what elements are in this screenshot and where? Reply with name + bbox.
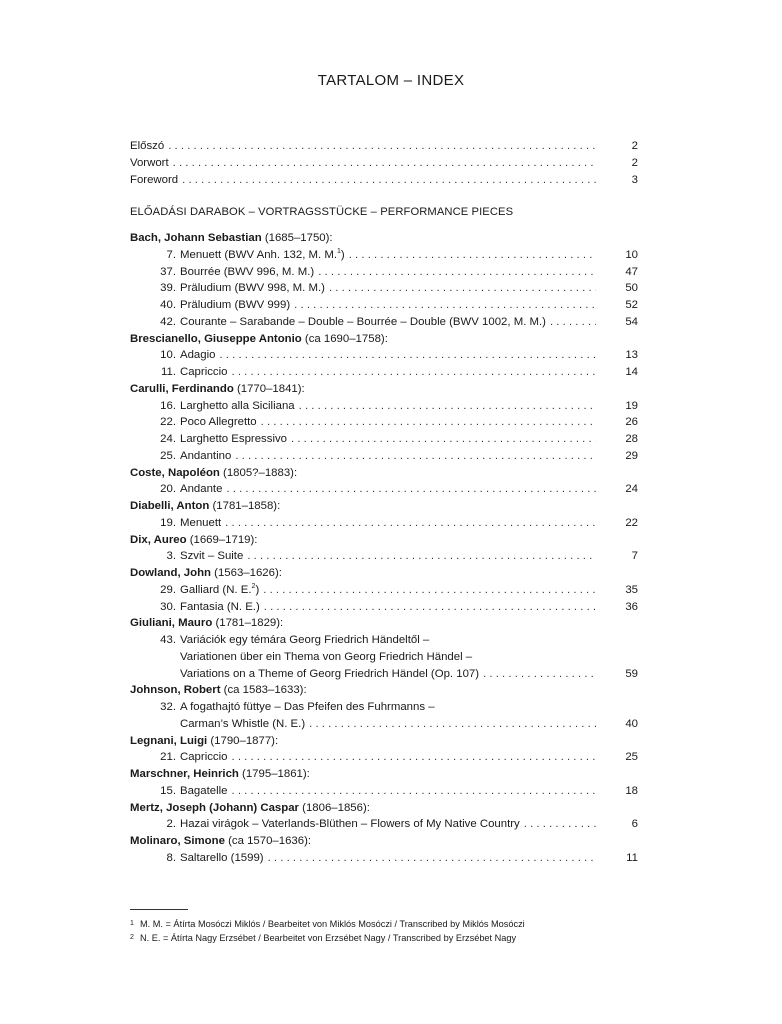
page-number: 28 [625,433,638,445]
composer-name: Bach, Johann Sebastian [130,232,262,244]
piece-title [180,297,290,313]
leader-dots [264,599,596,615]
leader-dots [168,138,596,154]
leader-dots [318,264,596,280]
piece-title [180,599,260,615]
piece-title-text: Szvit – Suite [180,550,244,563]
composer-dates: (1805?–1883): [219,466,298,479]
leader-dots [309,716,596,732]
toc-entry [130,280,638,296]
page-number: 19 [625,399,638,412]
toc-entry [130,783,638,799]
toc-entry [130,347,638,363]
page-number: 11 [626,851,638,864]
toc-entry [130,297,638,313]
piece-number: 8. [166,851,176,864]
piece-number: 7. [166,248,176,261]
toc-entry [130,247,638,263]
leader-dots [299,398,596,414]
piece-title-text: Courante – Sarabande – Double – Bourrée – Double (BWV 1002, M. M.) [180,315,546,328]
leader-dots [268,850,596,866]
piece-title-text: Hazai virágok – Vaterlands-Blüthen – Flowers of My Native Country [180,818,520,831]
composer-heading [130,498,280,514]
piece-title-text: Larghetto Espressivo [180,433,288,445]
footnote [130,932,516,944]
page-number: 50 [625,282,638,295]
piece-number: 15. [160,784,176,797]
toc-entry [130,448,638,464]
footnote-mark: 1 [130,920,134,927]
composer-dates: (ca 1583–1633): [220,684,307,697]
piece-title-tail: ) [255,583,260,596]
piece-number: 29. [160,583,176,596]
footnote-rule [130,909,188,910]
composer-dates: (ca 1570–1636): [224,835,312,847]
piece-number: 30. [160,600,176,613]
piece-title-text: Andantino [180,449,232,462]
leader-dots [263,582,596,598]
piece-title-text: Präludium (BWV 998, M. M.) [180,282,325,295]
toc-entry [130,414,638,430]
leader-dots [231,749,596,765]
composer-heading [130,230,333,246]
toc-entry [130,850,638,866]
piece-title-text: Menuett (BWV Anh. 132, M. M. [180,248,337,261]
toc-entry [130,548,638,564]
piece-title [180,548,243,564]
toc-entry [130,816,638,832]
toc-entry [130,431,638,447]
toc-entry [130,155,638,171]
toc-entry [130,314,638,330]
composer-name: Johnson, Robert [130,684,221,697]
piece-title-text: Bagatelle [180,784,228,797]
piece-title-text: Capriccio [180,366,228,378]
leader-dots [219,347,596,363]
piece-number: 10. [160,349,176,362]
piece-title [180,431,287,447]
piece-number: 21. [160,751,176,764]
composer-dates: (1781–1829): [212,617,284,630]
piece-title [180,783,228,799]
leader-dots [261,414,596,430]
composer-heading [130,733,278,749]
piece-number: 32. [160,701,176,713]
piece-number: 40. [160,299,176,311]
piece-number: 42. [160,315,176,328]
piece-number: 37. [160,265,176,278]
piece-title-text: Saltarello (1599) [180,851,264,864]
page-number: 13 [625,349,638,362]
piece-number: 3. [166,550,176,563]
composer-heading [130,800,370,816]
piece-title [180,398,295,414]
toc-entry [130,666,638,682]
piece-title [180,649,472,665]
piece-title [180,699,435,715]
page-number: 25 [625,751,638,764]
composer-dates: (1770–1841): [233,382,305,395]
composer-heading [130,331,388,347]
toc-entry [130,582,638,598]
composer-name: Dowland, John [130,567,211,579]
piece-number: 11. [161,366,176,378]
piece-title [180,716,305,732]
composer-name: Dix, Aureo [130,533,187,546]
piece-title [180,850,264,866]
leader-dots [247,548,596,564]
piece-title [180,264,314,280]
composer-heading [130,532,257,548]
toc-entry [130,749,638,765]
toc-entry [130,481,638,497]
composer-name: Marschner, Heinrich [130,768,239,780]
composer-dates: (ca 1690–1758): [301,332,388,345]
composer-dates: (1669–1719): [186,533,258,546]
piece-number: 43. [160,634,176,646]
piece-number: 16. [160,399,176,412]
composer-name: Mertz, Joseph (Johann) Caspar [130,801,299,814]
toc-entry [130,632,638,648]
piece-title-text: Präludium (BWV 999) [180,299,291,311]
leader-dots [235,448,596,464]
page-number: 3 [631,174,638,186]
piece-title [180,582,259,598]
piece-title-text: Carman’s Whistle (N. E.) [180,717,306,730]
piece-title [180,666,479,682]
composer-name: Legnani, Luigi [130,734,208,747]
leader-dots [226,481,596,497]
page-number: 14 [625,366,638,378]
piece-title-text: Poco Allegretto [180,416,257,429]
composer-name: Molinaro, Simone [130,835,225,847]
page-number: 18 [625,784,638,797]
footnote-mark: 2 [130,934,134,941]
composer-name: Brescianello, Giuseppe Antonio [130,332,302,345]
page-number: 26 [625,416,638,429]
page-number: 29 [625,449,638,462]
composer-heading [130,465,297,481]
composer-name: Giuliani, Mauro [130,617,213,630]
page-number: 47 [625,265,638,278]
piece-title [180,816,520,832]
footnote-text: N. E. = Átírta Nagy Erzsébet / Bearbeitet von Erzsébet Nagy / Transcribed by Erzsébet Nagy [140,933,517,943]
composer-heading [130,615,283,631]
toc-entry [130,364,638,380]
page-number: 22 [625,516,638,529]
piece-title-text: Galliard (N. E. [180,583,252,596]
leader-dots [329,280,596,296]
piece-title [180,247,345,263]
toc-entry [130,398,638,414]
piece-number: 39. [160,282,176,295]
footnote-text: M. M. = Átírta Mosóczi Miklós / Bearbeitet von Miklós Mosóczi / Transcribed by Miklós Mosóczi [140,919,525,929]
leader-dots [232,783,597,799]
section-heading: ELŐADÁSI DARABOK – VORTRAGSSTÜCKE – PERFORMANCE PIECES [130,206,514,218]
page-title: TARTALOM – INDEX [317,72,465,89]
piece-title-text: Variationen über ein Thema von Georg Friedrich Händel – [180,650,473,663]
piece-title-text: Bourrée (BWV 996, M. M.) [180,265,315,278]
entry-label: Vorwort [130,157,169,169]
composer-dates: (1685–1750): [261,232,333,244]
page-number: 7 [631,550,638,563]
leader-dots [182,172,596,188]
toc-entry [130,716,638,732]
toc-entry [130,515,638,531]
piece-title-tail: ) [340,248,345,261]
piece-title-text: Variációk egy témára Georg Friedrich Händeltől – [180,634,430,646]
leader-dots [294,297,596,313]
piece-title-text: Fantasia (N. E.) [180,600,260,613]
piece-title-text: A fogathajtó füttye – Das Pfeifen des Fuhrmanns – [180,701,435,713]
piece-title-text: Capriccio [180,751,228,764]
page-number: 35 [625,583,638,596]
piece-number: 25. [160,449,176,462]
piece-title [180,749,227,765]
footnote-ref: 2 [251,583,256,590]
page-number: 59 [625,667,638,680]
piece-number: 20. [160,483,176,496]
leader-dots [225,515,596,531]
piece-title-text: Menuett [180,516,222,529]
toc-entry [130,138,638,154]
footnote-ref: 1 [337,248,341,255]
entry-label: Előszó [130,140,165,152]
composer-dates: (1795–1861): [238,768,310,780]
composer-dates: (1781–1858): [209,500,281,512]
composer-heading [130,766,310,782]
leader-dots [173,155,596,171]
piece-title [180,448,231,464]
piece-number: 19. [160,516,176,529]
composer-dates: (1790–1877): [207,734,279,747]
page-number: 24 [625,483,638,496]
piece-title [180,364,227,380]
piece-title-text: Andante [180,483,223,496]
composer-dates: (1806–1856): [299,801,370,814]
page-number: 2 [631,140,638,152]
piece-number: 22. [160,416,176,429]
page-number: 36 [625,600,638,613]
composer-heading [130,381,305,397]
piece-title-text: Larghetto alla Siciliana [180,399,295,412]
piece-title [180,515,221,531]
leader-dots [483,666,596,682]
toc-entry [130,649,638,665]
entry-label: Foreword [130,174,179,186]
piece-title-text: Variations on a Theme of Georg Friedrich Händel (Op. 107) [180,667,480,680]
toc-entry [130,264,638,280]
piece-title [180,347,215,363]
leader-dots [524,816,596,832]
leader-dots [291,431,596,447]
composer-heading [130,833,311,849]
toc-entry [130,599,638,615]
piece-title-text: Adagio [180,349,216,362]
piece-number: 24. [160,433,176,445]
page-number: 52 [625,299,638,311]
composer-name: Carulli, Ferdinando [130,382,234,395]
piece-title [180,314,546,330]
piece-number: 2. [166,818,176,831]
toc-entry [130,172,638,188]
composer-dates: (1563–1626): [211,567,282,579]
page-number: 40 [625,717,638,730]
composer-heading [130,682,307,698]
composer-name: Coste, Napoléon [130,466,220,479]
composer-name: Diabelli, Anton [130,500,210,512]
leader-dots [231,364,596,380]
piece-title [180,481,222,497]
composer-heading [130,565,282,581]
piece-title [180,632,429,648]
toc-entry [130,699,638,715]
leader-dots [349,247,596,263]
piece-title [180,414,257,430]
piece-title [180,280,325,296]
leader-dots [550,314,596,330]
page-number: 2 [631,157,638,169]
page-number: 54 [625,315,638,328]
page-number: 10 [625,248,638,261]
footnote [130,918,525,930]
page-number: 6 [631,818,638,831]
